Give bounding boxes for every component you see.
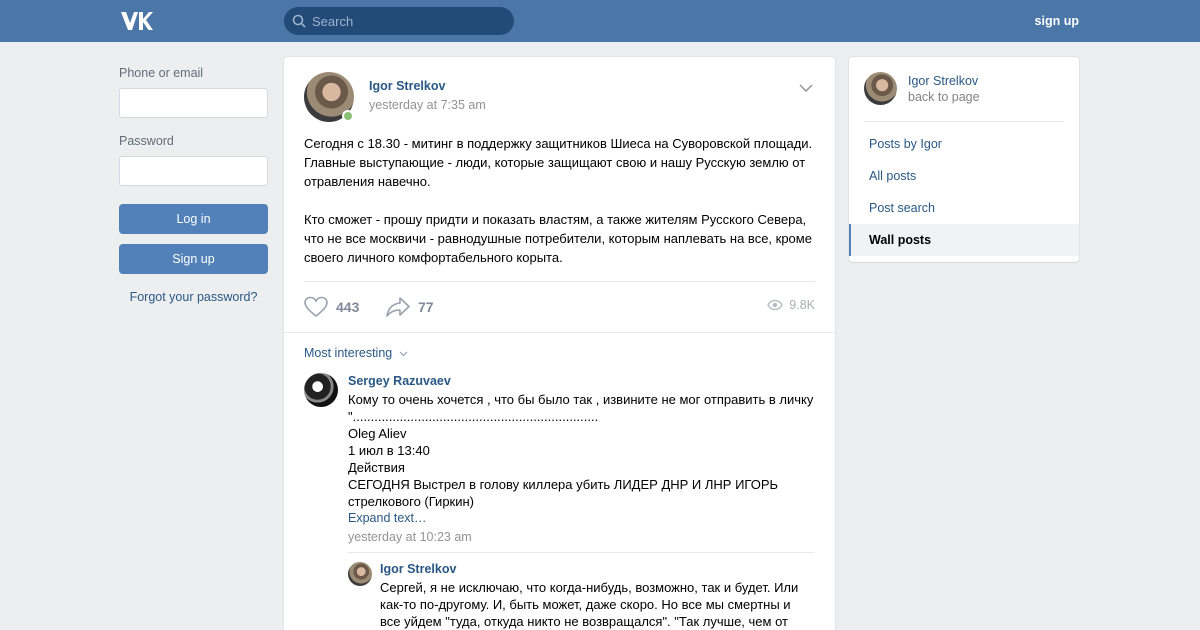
search-icon <box>292 14 306 28</box>
divider <box>304 281 815 282</box>
post-author[interactable]: Igor Strelkov <box>369 79 446 93</box>
side-nav-item-all-posts[interactable]: All posts <box>869 169 917 183</box>
login-button[interactable]: Log in <box>119 204 268 234</box>
back-to-page-link[interactable]: back to page <box>908 90 980 104</box>
reply-author[interactable]: Igor Strelkov <box>380 562 457 576</box>
like-button[interactable] <box>304 294 359 320</box>
phone-field[interactable] <box>119 88 268 118</box>
top-header <box>0 0 1200 42</box>
online-indicator <box>342 110 354 122</box>
comment-time[interactable]: yesterday at 10:23 am <box>348 530 472 544</box>
avatar[interactable] <box>348 562 372 586</box>
avatar[interactable] <box>304 373 338 407</box>
login-panel <box>119 66 268 304</box>
views-count: 9.8K <box>789 298 815 312</box>
expand-text-link[interactable]: Expand text… <box>348 511 427 525</box>
wall-post <box>284 57 835 630</box>
share-icon <box>386 296 410 318</box>
sort-label: Most interesting <box>304 346 393 360</box>
side-nav-item-posts-by-igor[interactable]: Posts by Igor <box>869 137 942 151</box>
heart-icon <box>304 296 328 318</box>
likes-count: 443 <box>336 299 360 315</box>
reply-text: Сергей, я не исключаю, что когда-нибудь, возможно, так и будет. Или как-то по-другому. И, быть может, даже скоро. Но все мы смертны и все уйдем "туда, откуда никто не возвращался". "Так лучше, чем от <box>380 580 799 629</box>
side-nav <box>849 57 1079 262</box>
search-placeholder: Search <box>312 14 354 29</box>
header-signup-link[interactable]: sign up <box>1034 14 1079 28</box>
post-time[interactable]: yesterday at 7:35 am <box>369 98 486 112</box>
share-button[interactable] <box>386 294 434 320</box>
side-nav-name[interactable]: Igor Strelkov <box>908 74 979 88</box>
vk-logo-icon[interactable] <box>119 10 153 32</box>
divider <box>284 332 835 333</box>
views-counter <box>767 298 815 312</box>
side-nav-item-post-search[interactable]: Post search <box>869 201 936 215</box>
forgot-password-link[interactable]: Forgot your password? <box>129 290 258 304</box>
avatar[interactable] <box>864 72 897 105</box>
divider <box>864 121 1064 122</box>
divider <box>348 552 814 553</box>
shares-count: 77 <box>418 299 434 315</box>
phone-label: Phone or email <box>119 66 204 80</box>
signup-button[interactable]: Sign up <box>119 244 268 274</box>
chevron-down-icon <box>399 351 408 357</box>
comment-author[interactable]: Sergey Razuvaev <box>348 374 451 388</box>
password-field[interactable] <box>119 156 268 186</box>
search-input[interactable] <box>284 7 514 35</box>
comments-sort-dropdown[interactable] <box>304 346 408 360</box>
side-nav-item-wall-posts[interactable]: Wall posts <box>849 224 1079 256</box>
comment-text: Кому то очень хочется , что бы было так , извините не мог отправить в личку ".................................................................... Oleg Aliev 1 июл в 13:40 Действия СЕГОДНЯ Выстрел в голову киллера убить ЛИДЕР ДНР И ЛНР ИГОРЬ стрелкового (Гиркин) <box>348 392 814 509</box>
chevron-down-icon[interactable] <box>799 84 813 92</box>
eye-icon <box>767 300 783 310</box>
post-text: Сегодня с 18.30 - митинг в поддержку защитников Шиеса на Суворовской площади. Главные выступающие - люди, которые защищают свою и нашу Русскую землю от отравления навечно. Кто сможет - прошу придти и показать властям, а также жителям Русского Севера, что не все москвичи - равнодушные потребители, которым наплевать на все, кроме своего личного комфортабельного корыта. <box>304 136 813 265</box>
password-label: Password <box>119 134 174 148</box>
post-actions <box>304 294 815 320</box>
